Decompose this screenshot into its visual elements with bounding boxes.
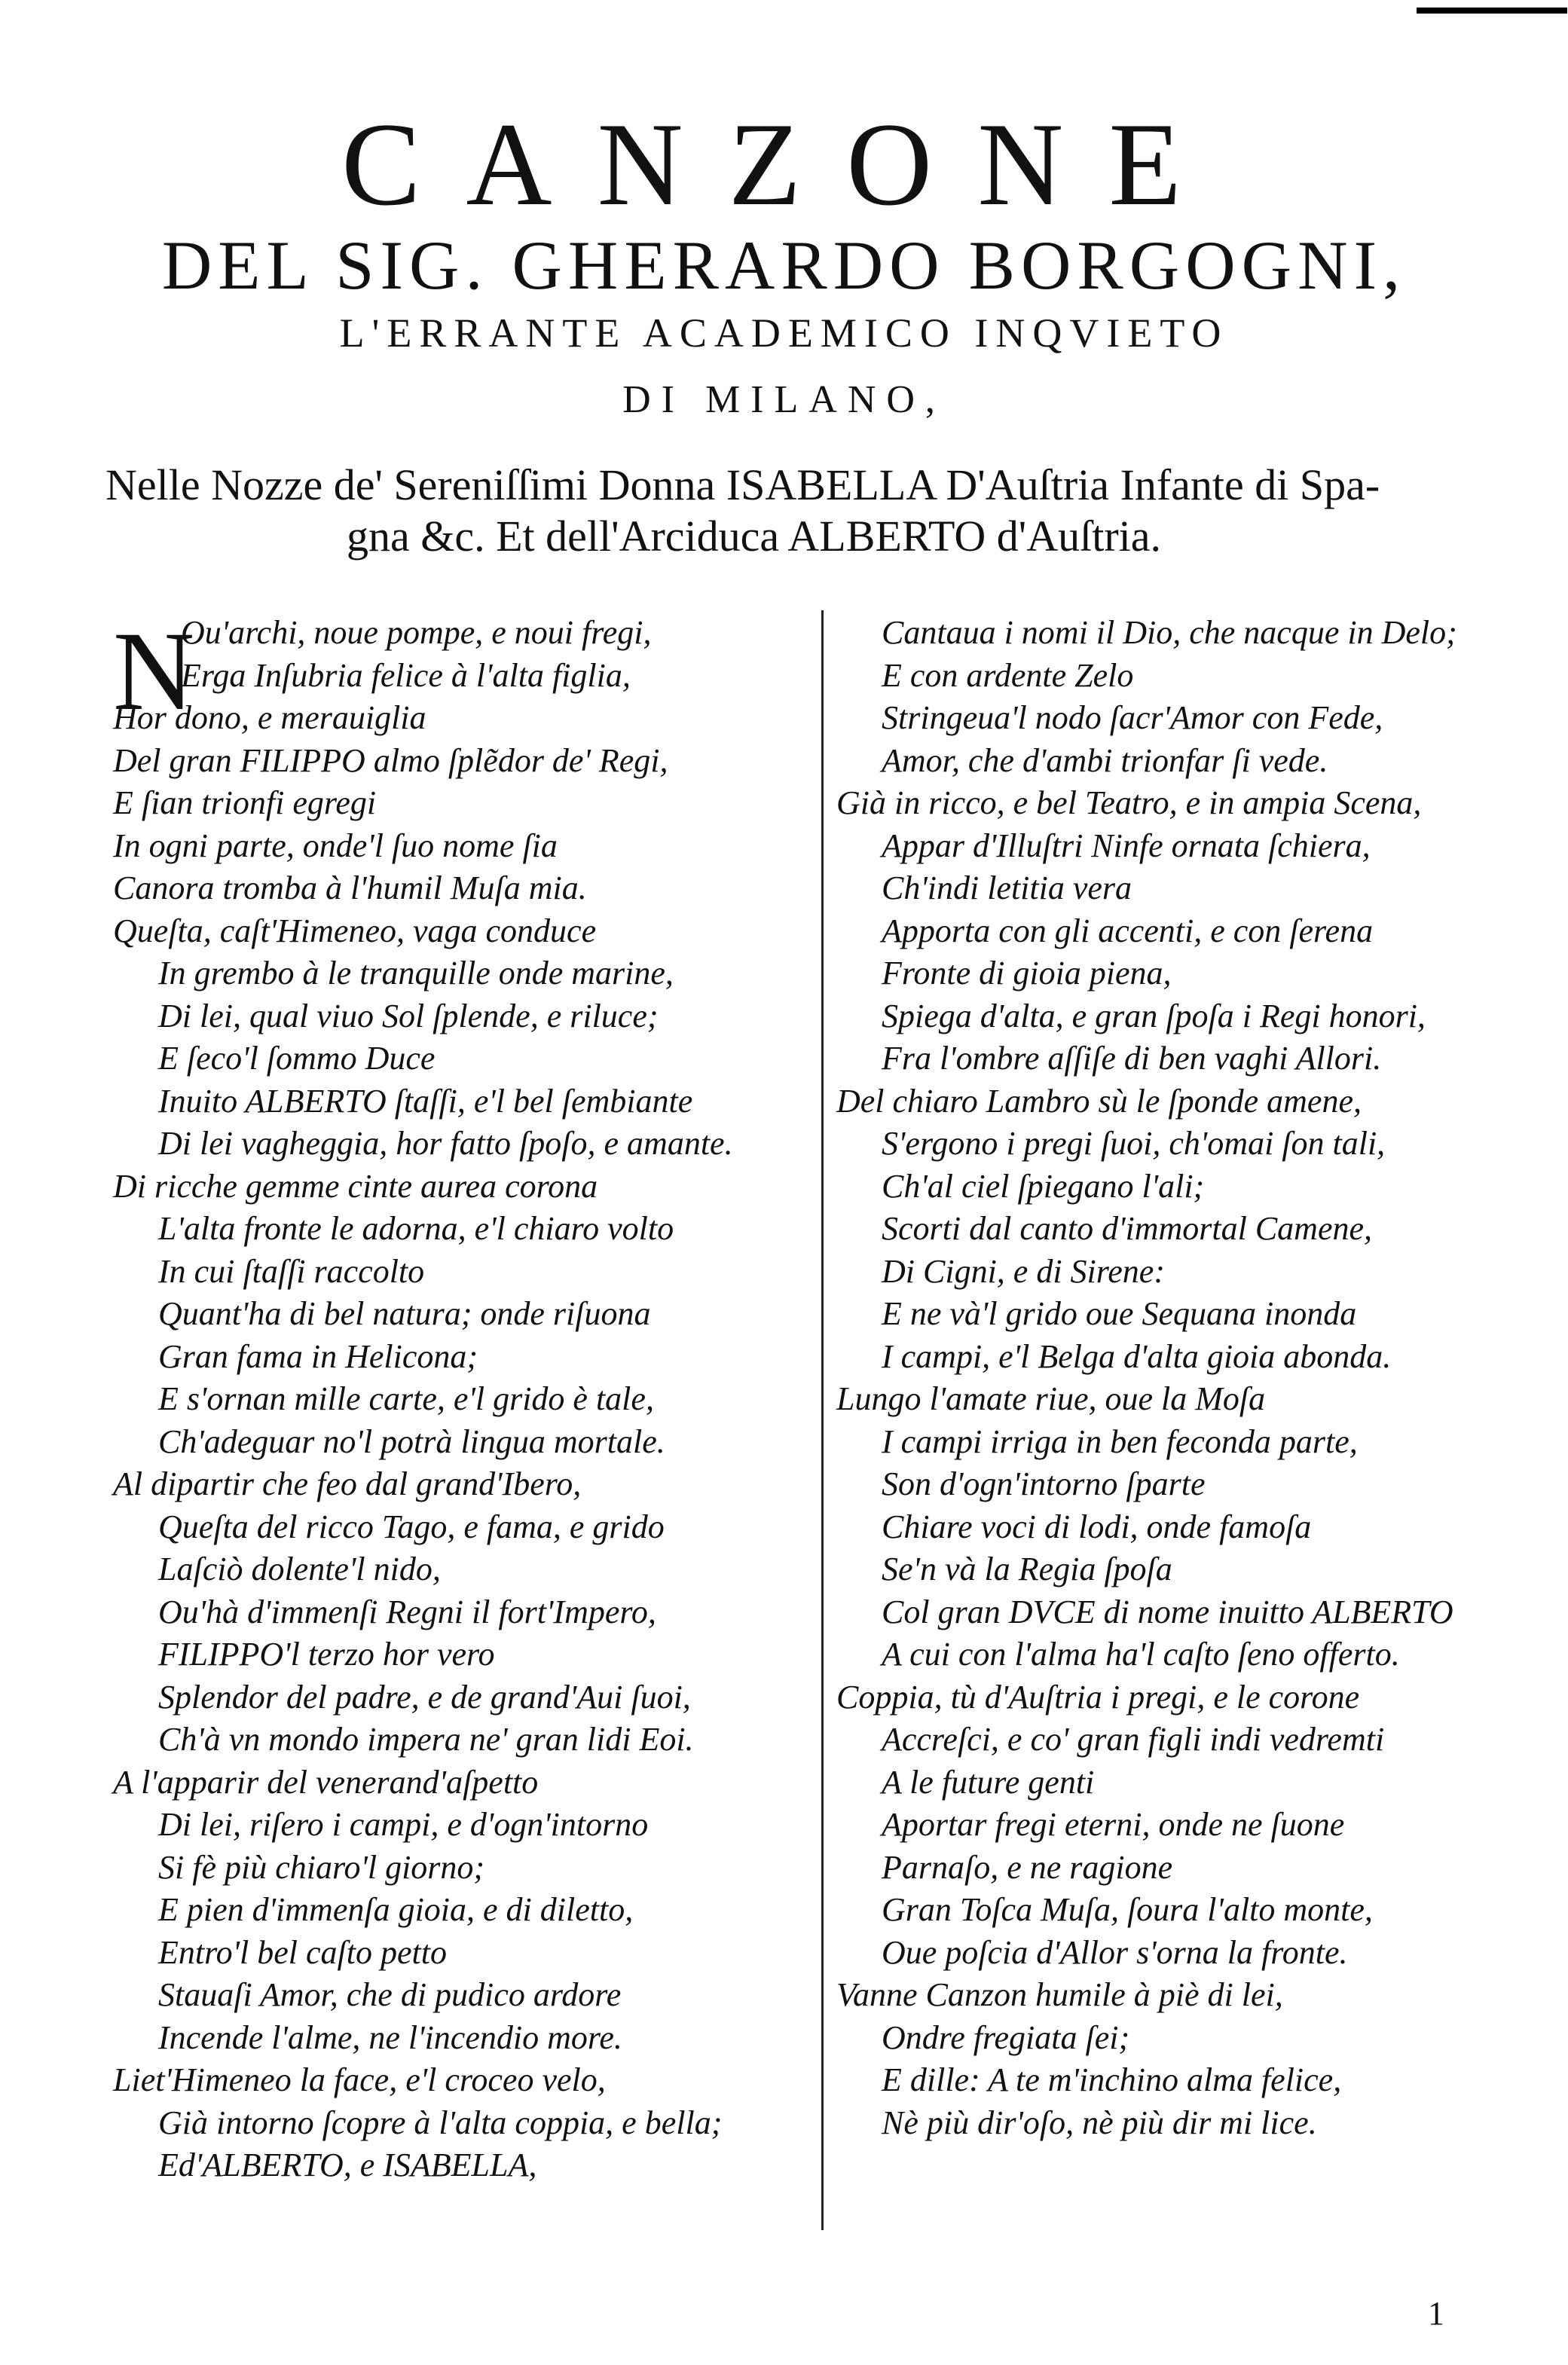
verse-line: In grembo à le tranquille onde marine, <box>158 955 674 992</box>
verse-line: In ogni parte, onde'l ſuo nome ſia <box>113 827 558 864</box>
verse-line: Del gran FILIPPO almo ſplẽdor de' Regi, <box>113 741 668 779</box>
verse-line: Apporta con gli accenti, e con ſerena <box>882 912 1374 949</box>
verse-line: Nè più dir'oſo, nè più dir mi lice. <box>882 2104 1317 2141</box>
verse-line: Si fè più chiaro'l giorno; <box>158 1848 485 1886</box>
poem-right-column <box>836 612 1545 2144</box>
verse-line: Gran fama in Helicona; <box>158 1337 478 1375</box>
verse-line: Di lei, riſero i campi, e d'ogn'intorno <box>158 1806 649 1843</box>
verse-line: Oue poſcia d'Allor s'orna la fronte. <box>882 1933 1348 1971</box>
top-edge-rule <box>1417 8 1567 14</box>
verse-line: Amor, che d'ambi trionfar ſi vede. <box>882 741 1328 779</box>
verse-line: Coppia, tù d'Auſtria i pregi, e le corone <box>836 1678 1360 1716</box>
verse-line: Di Cigni, e di Sirene: <box>882 1252 1165 1290</box>
author-line: DEL SIG. GHERARDO BORGOGNI, <box>161 227 1407 304</box>
verse-line: A l'apparir del venerand'aſpetto <box>113 1763 539 1801</box>
verse-line: E ne và'l grido oue Sequana inonda <box>882 1295 1357 1332</box>
verse-line: E s'ornan mille carte, e'l grido è tale, <box>158 1380 654 1417</box>
verse-line: Spiega d'alta, e gran ſpoſa i Regi honori, <box>882 997 1426 1034</box>
verse-line: Ou'archi, noue pompe, e noui fregi, <box>181 614 652 651</box>
verse-line: Di ricche gemme cinte aurea corona <box>113 1167 598 1205</box>
city-line: DI MILANO, <box>622 378 946 421</box>
verse-line: In cui ſtaſſi raccolto <box>158 1252 425 1290</box>
verse-line: Chiare voci di lodi, onde famoſa <box>882 1508 1312 1545</box>
drop-cap: N <box>113 609 195 734</box>
dedication <box>105 460 1515 562</box>
verse-line: Lungo l'amate riue, oue la Moſa <box>836 1380 1266 1417</box>
verse-line: Canora tromba à l'humil Muſa mia. <box>113 869 587 906</box>
verse-line: E ſian trionfi egregi <box>113 784 377 821</box>
verse-line: Ch'à vn mondo impera ne' gran lidi Eoi. <box>158 1721 694 1758</box>
verse-line: Quant'ha di bel natura; onde riſuona <box>158 1295 651 1332</box>
verse-line: Entro'l bel caſto petto <box>158 1933 447 1971</box>
verse-line: Col gran DVCE di nome inuitto ALBERTO <box>882 1593 1453 1630</box>
verse-line: Di lei vagheggia, hor fatto ſpoſo, e amante. <box>158 1125 733 1162</box>
verse-line: Ondre fregiata ſei; <box>882 2018 1130 2056</box>
verse-line: A cui con l'alma ha'l caſto ſeno offerto. <box>882 1636 1400 1673</box>
verse-line: Queſta, caſt'Himeneo, vaga conduce <box>113 912 597 949</box>
verse-line: Ch'al ciel ſpiegano l'ali; <box>882 1167 1205 1205</box>
verse-line: Splendor del padre, e de grand'Aui ſuoi, <box>158 1678 691 1716</box>
verse-line: E pien d'immenſa gioia, e di diletto, <box>158 1891 634 1928</box>
verse-line: Liet'Himeneo la face, e'l croceo velo, <box>113 2061 606 2098</box>
verse-line: Gran Toſca Muſa, ſoura l'alto monte, <box>882 1891 1373 1928</box>
verse-line: Già in ricco, e bel Teatro, e in ampia Scena, <box>836 784 1422 821</box>
column-divider <box>821 610 824 2230</box>
verse-line: Erga Inſubria felice à l'alta figlia, <box>181 656 631 694</box>
verse-line: Del chiaro Lambro sù le ſponde amene, <box>836 1082 1362 1120</box>
verse-line: Inuito ALBERTO ſtaſſi, e'l bel ſembiante <box>158 1082 693 1120</box>
verse-line: Parnaſo, e ne ragione <box>882 1848 1173 1886</box>
verse-line: Fra l'ombre aſſiſe di ben vaghi Allori. <box>882 1040 1382 1077</box>
verse-line: FILIPPO'l terzo hor vero <box>158 1636 495 1673</box>
verse-line: Ch'indi letitia vera <box>882 869 1132 906</box>
verse-line: Fronte di gioia piena, <box>882 955 1172 992</box>
verse-line: Cantaua i nomi il Dio, che nacque in Delo; <box>882 614 1457 651</box>
dedication-line-1: Nelle Nozze de' Sereniſſimi Donna ISABELLA D'Auſtria Infante di Spa- <box>105 460 1380 509</box>
verse-line: Son d'ogn'intorno ſparte <box>882 1465 1206 1502</box>
verse-line: I campi, e'l Belga d'alta gioia abonda. <box>882 1337 1392 1375</box>
verse-line: Già intorno ſcopre à l'alta coppia, e bella; <box>158 2104 723 2141</box>
verse-line: A le future genti <box>882 1763 1095 1801</box>
verse-line: Hor dono, e merauiglia <box>113 699 426 736</box>
academic-line: L'ERRANTE ACADEMICO INQVIETO <box>339 310 1229 356</box>
verse-line: Ou'hà d'immenſi Regni il fort'Impero, <box>158 1593 656 1630</box>
page-mark: 1 <box>1428 2295 1444 2332</box>
dedication-line-2: gna &c. Et dell'Arciduca ALBERTO d'Auſtria. <box>347 512 1162 561</box>
verse-line: E ſeco'l ſommo Duce <box>158 1040 436 1077</box>
verse-line: Al dipartir che feo dal grand'Ibero, <box>113 1465 582 1502</box>
verse-line: Vanne Canzon humile à piè di lei, <box>836 1976 1283 2013</box>
verse-line: Di lei, qual viuo Sol ſplende, e riluce; <box>158 997 659 1034</box>
verse-line: Ch'adeguar no'l potrà lingua mortale. <box>158 1422 665 1460</box>
verse-line: Stauaſi Amor, che di pudico ardore <box>158 1976 622 2013</box>
verse-line: I campi irriga in ben feconda parte, <box>882 1422 1358 1460</box>
verse-line: Stringeua'l nodo ſacr'Amor con Fede, <box>882 699 1383 736</box>
verse-line: S'ergono i pregi ſuoi, ch'omai ſon tali, <box>882 1125 1386 1162</box>
verse-line: Scorti dal canto d'immortal Camene, <box>882 1210 1373 1247</box>
page-title: CANZONE <box>341 99 1227 231</box>
verse-line: Se'n và la Regia ſpoſa <box>882 1551 1172 1587</box>
verse-line: Accreſci, e co' gran figli indi vedremti <box>882 1721 1385 1758</box>
verse-line: L'alta fronte le adorna, e'l chiaro volto <box>158 1210 674 1247</box>
verse-line: Queſta del ricco Tago, e fama, e grido <box>158 1508 665 1545</box>
verse-line: Incende l'alme, ne l'incendio more. <box>158 2018 622 2056</box>
verse-line: E con ardente Zelo <box>882 656 1134 694</box>
verse-line: Appar d'Illuſtri Ninfe ornata ſchiera, <box>882 827 1371 864</box>
verse-line: Aportar fregi eterni, onde ne ſuone <box>882 1806 1345 1843</box>
poem-left-column <box>113 609 818 2187</box>
verse-line: Laſciò dolente'l nido, <box>158 1551 441 1587</box>
verse-line: Ed'ALBERTO, e ISABELLA, <box>158 2147 537 2183</box>
verse-line: E dille: A te m'inchino alma felice, <box>882 2061 1342 2098</box>
